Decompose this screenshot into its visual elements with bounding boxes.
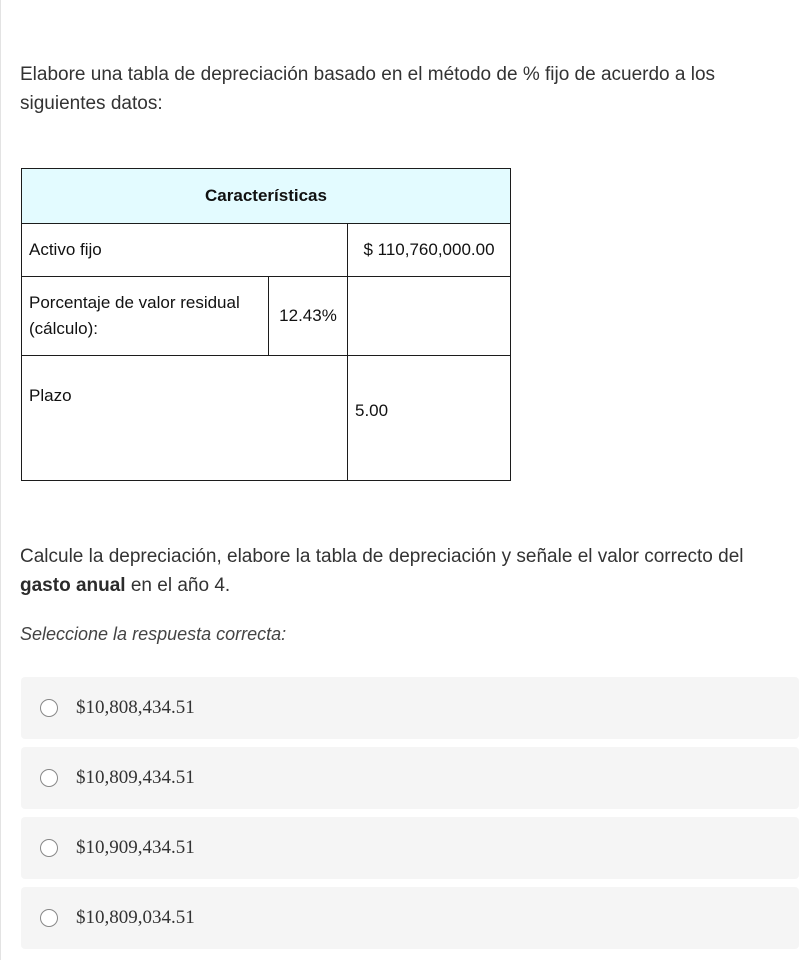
table-row xyxy=(22,356,511,481)
activo-fijo-label: Activo fijo xyxy=(22,224,348,277)
answer-option-label: $10,809,034.51 xyxy=(76,907,195,928)
activo-fijo-value: $ 110,760,000.00 xyxy=(348,224,511,277)
question-text-after: en el año 4. xyxy=(125,575,231,596)
select-prompt: Seleccione la respuesta correcta: xyxy=(20,624,287,644)
answer-option-label: $10,809,434.51 xyxy=(76,767,195,788)
intro-text: Elabore una tabla de depreciación basado en el método de % fijo de acuerdo a los siguientes datos: xyxy=(20,64,716,114)
table-row xyxy=(22,277,511,356)
characteristics-table xyxy=(21,168,511,481)
table-header: Características xyxy=(22,169,511,224)
answer-option-1[interactable] xyxy=(21,677,799,739)
left-border xyxy=(0,0,1,960)
plazo-value: 5.00 xyxy=(348,356,511,481)
radio-button[interactable] xyxy=(40,769,58,787)
answer-option-2[interactable] xyxy=(21,747,799,809)
question-text-before: Calcule la depreciación, elabore la tabla de depreciación y señale el valor correcto del xyxy=(20,546,744,567)
radio-button[interactable] xyxy=(40,699,58,717)
question-bold: gasto anual xyxy=(20,575,126,596)
plazo-label: Plazo xyxy=(22,356,348,481)
table-row xyxy=(22,224,511,277)
porcentaje-label: Porcentaje de valor residual (cálculo): xyxy=(22,277,269,356)
question-text xyxy=(20,542,790,600)
porcentaje-empty-cell xyxy=(348,277,511,356)
answer-option-label: $10,808,434.51 xyxy=(76,697,195,718)
answer-option-3[interactable] xyxy=(21,817,799,879)
porcentaje-value: 12.43% xyxy=(269,277,348,356)
radio-button[interactable] xyxy=(40,909,58,927)
answer-options xyxy=(21,677,799,957)
radio-button[interactable] xyxy=(40,839,58,857)
answer-option-4[interactable] xyxy=(21,887,799,949)
answer-option-label: $10,909,434.51 xyxy=(76,837,195,858)
